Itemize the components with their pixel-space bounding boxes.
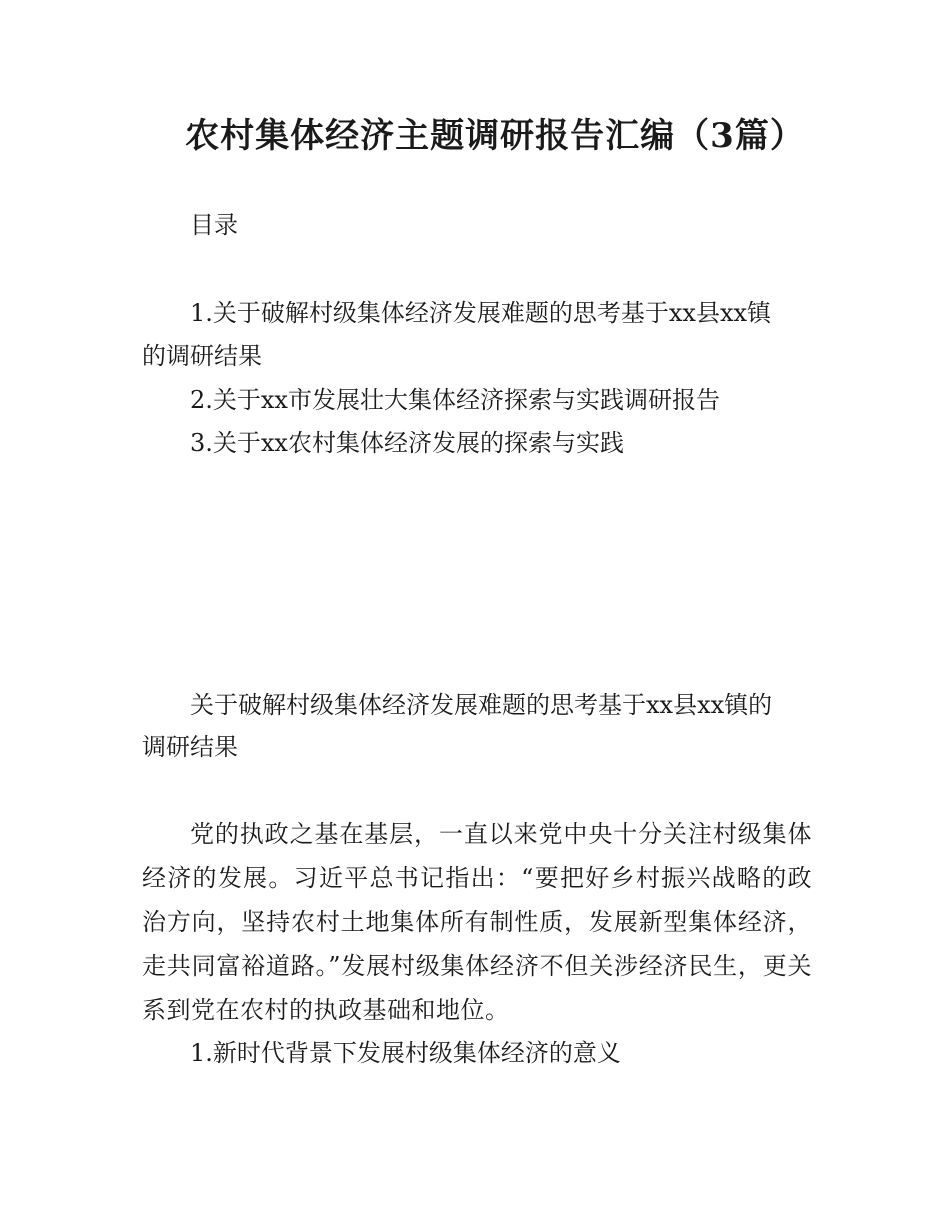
article-title-line2: 调研结果: [142, 733, 238, 761]
article-intro-paragraph: 党的执政之基在基层，一直以来党中央十分关注村级集体经济的发展。习近平总书记指出：“要把好乡村振兴战略的政治方向，坚持农村土地集体所有制性质，发展新型集体经济，走共同富裕道路。”发展村级集体经济不但关涉经济民生，更关系到党在农村的执政基础和地位。: [142, 820, 812, 1024]
toc-item-1-line1[interactable]: 1.关于破解村级集体经济发展难题的思考基于xx县xx镇: [190, 299, 772, 327]
toc-heading: 目录: [190, 211, 238, 239]
document-title: 农村集体经济主题调研报告汇编（3篇）: [185, 116, 805, 156]
section-heading-1: 1.新时代背景下发展村级集体经济的意义: [190, 1039, 621, 1067]
toc-item-2[interactable]: 2.关于xx市发展壮大集体经济探索与实践调研报告: [190, 386, 720, 414]
article-title-line1: 关于破解村级集体经济发展难题的思考基于xx县xx镇的: [190, 691, 773, 719]
toc-item-1-line2[interactable]: 的调研结果: [142, 342, 262, 370]
toc-item-3[interactable]: 3.关于xx农村集体经济发展的探索与实践: [190, 429, 624, 457]
